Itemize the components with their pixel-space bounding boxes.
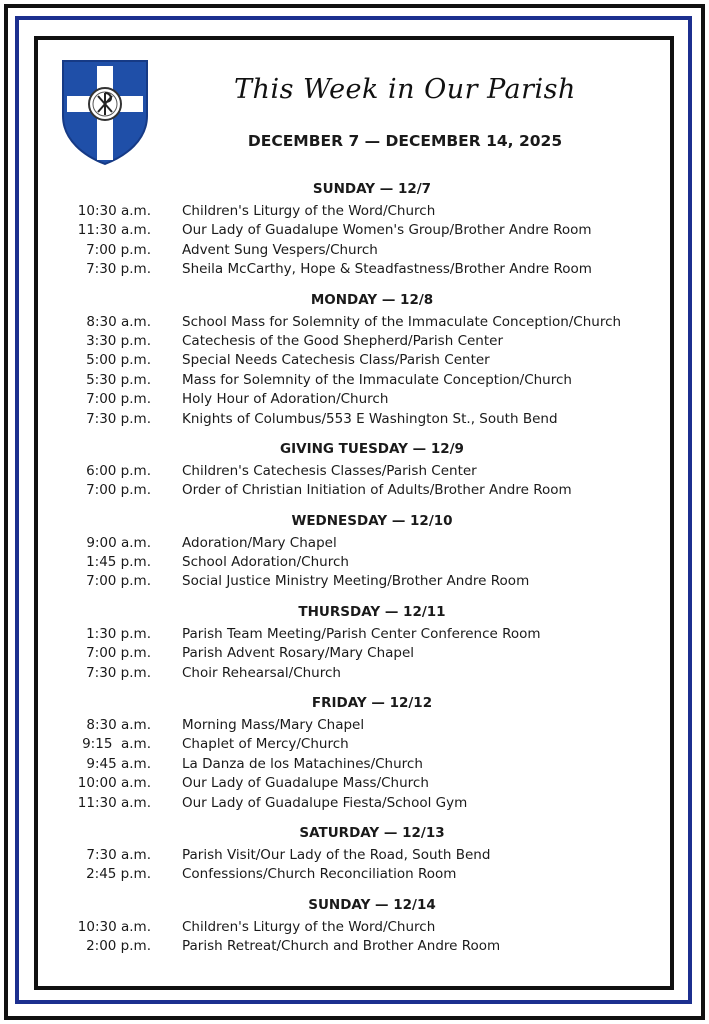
event-row: [60, 735, 670, 754]
event-description: Catechesis of the Good Shepherd/Parish Center: [182, 332, 504, 349]
day-block: [60, 690, 670, 813]
event-time: 10:30 a.m.: [77, 918, 151, 935]
day-block: [60, 599, 670, 683]
event-description: Chaplet of Mercy/Church: [182, 736, 349, 753]
event-row: [60, 664, 670, 683]
event-time: 9:00 a.m.: [86, 534, 151, 551]
event-description: Sheila McCarthy, Hope & Steadfastness/Brother Andre Room: [182, 261, 592, 278]
event-description: Mass for Solemnity of the Immaculate Conception/Church: [182, 371, 572, 388]
event-time: 8:30 a.m.: [86, 717, 151, 734]
event-row: [60, 716, 670, 735]
event-description: Children's Catechesis Classes/Parish Center: [182, 462, 477, 479]
event-description: Children's Liturgy of the Word/Church: [182, 203, 436, 219]
event-description: Social Justice Ministry Meeting/Brother Andre Room: [182, 573, 530, 590]
event-time: 7:00 p.m.: [86, 241, 151, 258]
event-row: [60, 313, 670, 332]
event-row: [60, 390, 670, 409]
event-time: 11:30 a.m.: [77, 794, 151, 811]
event-description: Advent Sung Vespers/Church: [182, 241, 378, 258]
day-header: THURSDAY — 12/11: [298, 603, 446, 620]
event-row: [60, 462, 670, 481]
event-time: 7:30 p.m.: [86, 261, 151, 278]
event-time: 7:00 p.m.: [86, 391, 151, 408]
weekly-schedule: [60, 176, 670, 964]
day-block: [60, 176, 670, 280]
date-range: DECEMBER 7 — DECEMBER 14, 2025: [247, 132, 563, 150]
event-row: [60, 918, 670, 937]
event-row: [60, 221, 670, 240]
event-description: Holy Hour of Adoration/Church: [182, 391, 389, 408]
event-time: 1:45 p.m.: [86, 554, 151, 571]
event-time: 5:00 p.m.: [86, 352, 151, 369]
event-row: [60, 410, 670, 429]
day-header: SUNDAY — 12/14: [308, 896, 436, 913]
day-header: SUNDAY — 12/7: [312, 181, 432, 197]
event-description: Adoration/Mary Chapel: [182, 534, 337, 551]
event-description: Confessions/Church Reconciliation Room: [182, 866, 457, 883]
event-description: Children's Liturgy of the Word/Church: [182, 918, 436, 935]
event-row: [60, 553, 670, 572]
event-time: 3:30 p.m.: [86, 332, 151, 349]
event-description: Parish Visit/Our Lady of the Road, South Bend: [182, 846, 491, 863]
day-block: [60, 287, 670, 429]
event-description: Our Lady of Guadalupe Women's Group/Brother Andre Room: [182, 222, 592, 239]
event-time: 9:15 a.m.: [82, 736, 151, 753]
event-description: Parish Team Meeting/Parish Center Conference Room: [182, 625, 541, 642]
day-header: WEDNESDAY — 12/10: [291, 512, 453, 529]
day-header: SATURDAY — 12/13: [299, 824, 445, 841]
event-row: [60, 846, 670, 865]
event-description: Order of Christian Initiation of Adults/Brother Andre Room: [182, 482, 572, 499]
event-row: [60, 371, 670, 390]
event-row: [60, 774, 670, 793]
event-time: 7:30 p.m.: [86, 664, 151, 681]
event-time: 1:30 p.m.: [86, 625, 151, 642]
day-header: GIVING TUESDAY — 12/9: [280, 440, 464, 457]
event-time: 8:30 a.m.: [86, 313, 151, 330]
event-description: Choir Rehearsal/Church: [182, 664, 341, 681]
event-time: 7:30 p.m.: [86, 410, 151, 427]
event-time: 5:30 p.m.: [86, 371, 151, 388]
event-time: 7:00 p.m.: [86, 645, 151, 662]
event-row: [60, 572, 670, 591]
event-description: Knights of Columbus/553 E Washington St., South Bend: [182, 410, 558, 427]
event-time: 7:00 p.m.: [86, 482, 151, 499]
event-description: La Danza de los Matachines/Church: [182, 755, 423, 772]
event-time: 11:30 a.m.: [77, 222, 151, 239]
day-header: MONDAY — 12/8: [310, 291, 434, 308]
event-row: [60, 202, 670, 221]
day-block: [60, 892, 670, 957]
event-description: School Adoration/Church: [182, 554, 349, 571]
event-row: [60, 625, 670, 644]
event-row: [60, 332, 670, 351]
event-time: 2:00 p.m.: [86, 938, 151, 955]
event-row: [60, 644, 670, 663]
event-description: Morning Mass/Mary Chapel: [182, 717, 365, 734]
event-row: [60, 241, 670, 260]
day-block: [60, 820, 670, 885]
event-time: 7:30 a.m.: [86, 846, 151, 863]
page-title: This Week in Our Parish: [234, 74, 576, 105]
day-block: [60, 508, 670, 592]
event-row: [60, 865, 670, 884]
event-time: 7:00 p.m.: [86, 573, 151, 590]
event-time: 9:45 a.m.: [86, 755, 151, 772]
event-row: [60, 794, 670, 813]
event-time: 2:45 p.m.: [86, 866, 151, 883]
event-row: [60, 481, 670, 500]
event-description: School Mass for Solemnity of the Immaculate Conception/Church: [182, 313, 622, 330]
event-row: [60, 755, 670, 774]
event-description: Our Lady of Guadalupe Mass/Church: [182, 775, 429, 792]
event-description: Special Needs Catechesis Class/Parish Center: [182, 352, 490, 369]
event-time: 10:00 a.m.: [77, 775, 151, 792]
event-description: Our Lady of Guadalupe Fiesta/School Gym: [182, 794, 468, 811]
event-time: 10:30 a.m.: [77, 203, 151, 219]
event-row: [60, 534, 670, 553]
day-block: [60, 436, 670, 501]
shield-cross-icon: [60, 58, 150, 166]
event-description: Parish Advent Rosary/Mary Chapel: [182, 645, 415, 662]
event-description: Parish Retreat/Church and Brother Andre Room: [182, 938, 501, 955]
day-header: FRIDAY — 12/12: [311, 695, 433, 712]
event-time: 6:00 p.m.: [86, 462, 151, 479]
event-row: [60, 351, 670, 370]
event-row: [60, 260, 670, 279]
event-row: [60, 937, 670, 956]
